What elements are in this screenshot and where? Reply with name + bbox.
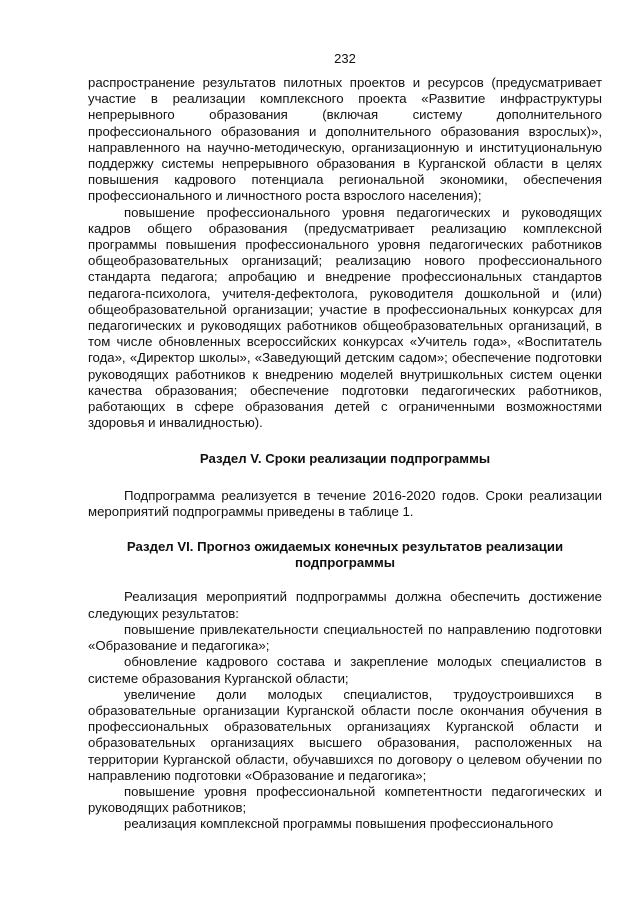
section-5-heading: Раздел V. Сроки реализации подпрограммы <box>199 451 491 467</box>
paragraph-teacher-qualification: повышение профессионального уровня педагогических и руководящих кадров общего образования (предусматривает реализацию комплексной программы повышения профессионального уровня педагогических работников общеобразовательных организаций; реализацию нового профессионального стандарта педагога; апробацию и внедрение профессиональных стандартов педагога-психолога, учителя-дефектолога, руководителя дошкольной и (или) общеобразовательной организации; участие в профессиональных конкурсах для педагогических и руководящих работников общеобразовательных организаций, в том числе обновленных всероссийских конкурсах «Учитель года», «Воспитатель года», «Директор школы», «Заведующий детским садом»; обеспечение подготовки руководящих работников к внедрению моделей внутришкольных систем оценки качества образования; обеспечение подготовки педагогических работников, работающих в сфере образования детей с ограниченными возможностями здоровья и инвалидностью). <box>88 204 602 431</box>
result-item: увеличение доли молодых специалистов, трудоустроившихся в образовательные организации Курганской области после окончания обучения в профессиональных образовательных организациях Курганской области и образовательных организациях высшего образования, расположенных на территории Курганской области, обучавшихся по договору о целевом обучении по направлению подготовки «Образование и педагогика»; <box>88 686 602 783</box>
section-6-intro: Реализация мероприятий подпрограммы должна обеспечить достижение следующих результатов: <box>88 589 602 621</box>
result-item: повышение уровня профессиональной компетентности педагогических и руководящих работников; <box>88 783 602 816</box>
section-5-paragraph: Подпрограмма реализуется в течение 2016-2020 годов. Сроки реализации мероприятий подпрограммы приведены в таблице 1. <box>88 487 602 519</box>
section-6-heading-line: Раздел VI. Прогноз ожидаемых конечных результатов реализации <box>126 539 564 555</box>
result-item-continued: реализация комплексной программы повышения профессионального <box>124 816 554 832</box>
result-item: повышение привлекательности специальностей по направлению подготовки «Образование и педагогика»; <box>88 621 602 654</box>
page-number: 232 <box>334 51 356 66</box>
result-item: обновление кадрового состава и закрепление молодых специалистов в системе образования Курганской области; <box>88 654 602 686</box>
section-6-heading <box>88 539 602 571</box>
document-body <box>88 75 602 833</box>
paragraph-dissemination: распространение результатов пилотных проектов и ресурсов (предусматривает участие в реализации комплексного проекта «Развитие инфраструктуры непрерывного образования (включая систему дополнительного профессионального образования и дополнительного образования взрослых)», направленного на научно-методическую, организационную и институциональную поддержку системы непрерывного образования в Курганской области в целях повышения кадрового потенциала региональной экономики, обеспечения профессионального и личностного роста взрослого населения); <box>88 75 602 204</box>
section-6-heading-line: подпрограммы <box>295 555 395 571</box>
